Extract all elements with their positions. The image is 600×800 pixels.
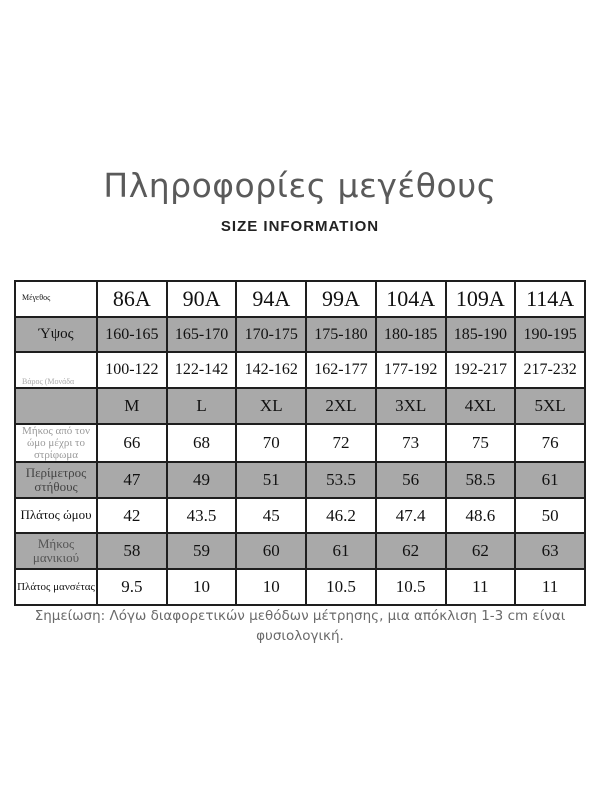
table-cell: 175-180: [306, 317, 376, 353]
table-cell: 10: [167, 569, 237, 605]
table-cell: 47: [97, 462, 167, 498]
table-cell: 177-192: [376, 352, 446, 388]
row-chest: [15, 462, 585, 498]
table-cell: 75: [446, 424, 516, 462]
table-cell: 50: [515, 498, 585, 534]
table-cell: 62: [446, 533, 516, 569]
table-cell: 48.6: [446, 498, 516, 534]
table-cell: 3XL: [376, 388, 446, 424]
table-cell: 190-195: [515, 317, 585, 353]
table-cell: L: [167, 388, 237, 424]
row-shoulder: [15, 498, 585, 534]
row-label-cuff: Πλάτος μανσέτας: [15, 569, 97, 605]
table-cell: 9.5: [97, 569, 167, 605]
table-cell: 53.5: [306, 462, 376, 498]
table-cell: 180-185: [376, 317, 446, 353]
table-cell: 114A: [515, 281, 585, 317]
table-cell: 165-170: [167, 317, 237, 353]
row-size: [15, 281, 585, 317]
table-cell: 10.5: [376, 569, 446, 605]
table-cell: 11: [515, 569, 585, 605]
table-cell: 68: [167, 424, 237, 462]
table-cell: 42: [97, 498, 167, 534]
row-label-sleeve: Μήκος μανικιού: [15, 533, 97, 569]
table-cell: 162-177: [306, 352, 376, 388]
table-cell: 185-190: [446, 317, 516, 353]
table-cell: 142-162: [236, 352, 306, 388]
row-label-size: Μέγεθος: [15, 281, 97, 317]
table-cell: 43.5: [167, 498, 237, 534]
table-cell: 192-217: [446, 352, 516, 388]
table-cell: 90A: [167, 281, 237, 317]
table-cell: 217-232: [515, 352, 585, 388]
table-cell: 58.5: [446, 462, 516, 498]
table-cell: 100-122: [97, 352, 167, 388]
table-cell: 47.4: [376, 498, 446, 534]
table-cell: 59: [167, 533, 237, 569]
row-label-weight: Βάρος (Μονάδα: [15, 352, 97, 388]
row-height: [15, 317, 585, 353]
page-subtitle: SIZE INFORMATION: [220, 218, 380, 235]
size-table: [14, 280, 586, 606]
table-cell: 63: [515, 533, 585, 569]
table-cell: 11: [446, 569, 516, 605]
row-label-length: Μήκος από τον ώμο μέχρι το στρίφωμα: [15, 424, 97, 462]
table-cell: 61: [306, 533, 376, 569]
table-cell: 5XL: [515, 388, 585, 424]
table-cell: 104A: [376, 281, 446, 317]
table-cell: 46.2: [306, 498, 376, 534]
row-sleeve: [15, 533, 585, 569]
table-cell: 61: [515, 462, 585, 498]
table-cell: 49: [167, 462, 237, 498]
table-cell: 94A: [236, 281, 306, 317]
table-cell: 62: [376, 533, 446, 569]
measurement-note: Σημείωση: Λόγω διαφορετικών μεθόδων μέτρησης, μια απόκλιση 1-3 cm είναι φυσιολογική.: [34, 608, 566, 645]
table-cell: 160-165: [97, 317, 167, 353]
table-cell: 4XL: [446, 388, 516, 424]
table-cell: 10.5: [306, 569, 376, 605]
row-label-shoulder: Πλάτος ώμου: [15, 498, 97, 534]
table-cell: 10: [236, 569, 306, 605]
table-cell: 109A: [446, 281, 516, 317]
table-cell: 72: [306, 424, 376, 462]
table-cell: 70: [236, 424, 306, 462]
table-cell: 122-142: [167, 352, 237, 388]
table-cell: 73: [376, 424, 446, 462]
row-letter-size: [15, 388, 585, 424]
table-cell: 2XL: [306, 388, 376, 424]
row-weight: [15, 352, 585, 388]
table-cell: M: [97, 388, 167, 424]
table-cell: XL: [236, 388, 306, 424]
row-label-letter-size: [15, 388, 97, 424]
table-cell: 170-175: [236, 317, 306, 353]
table-cell: 45: [236, 498, 306, 534]
table-cell: 56: [376, 462, 446, 498]
table-cell: 51: [236, 462, 306, 498]
table-cell: 86A: [97, 281, 167, 317]
row-cuff: [15, 569, 585, 605]
table-cell: 99A: [306, 281, 376, 317]
page-title: Πληροφορίες μεγέθους: [103, 166, 497, 205]
table-cell: 60: [236, 533, 306, 569]
row-label-chest: Περίμετρος στήθους: [15, 462, 97, 498]
table-cell: 66: [97, 424, 167, 462]
row-label-height: Ύψος: [15, 317, 97, 353]
row-length: [15, 424, 585, 462]
table-cell: 76: [515, 424, 585, 462]
table-cell: 58: [97, 533, 167, 569]
